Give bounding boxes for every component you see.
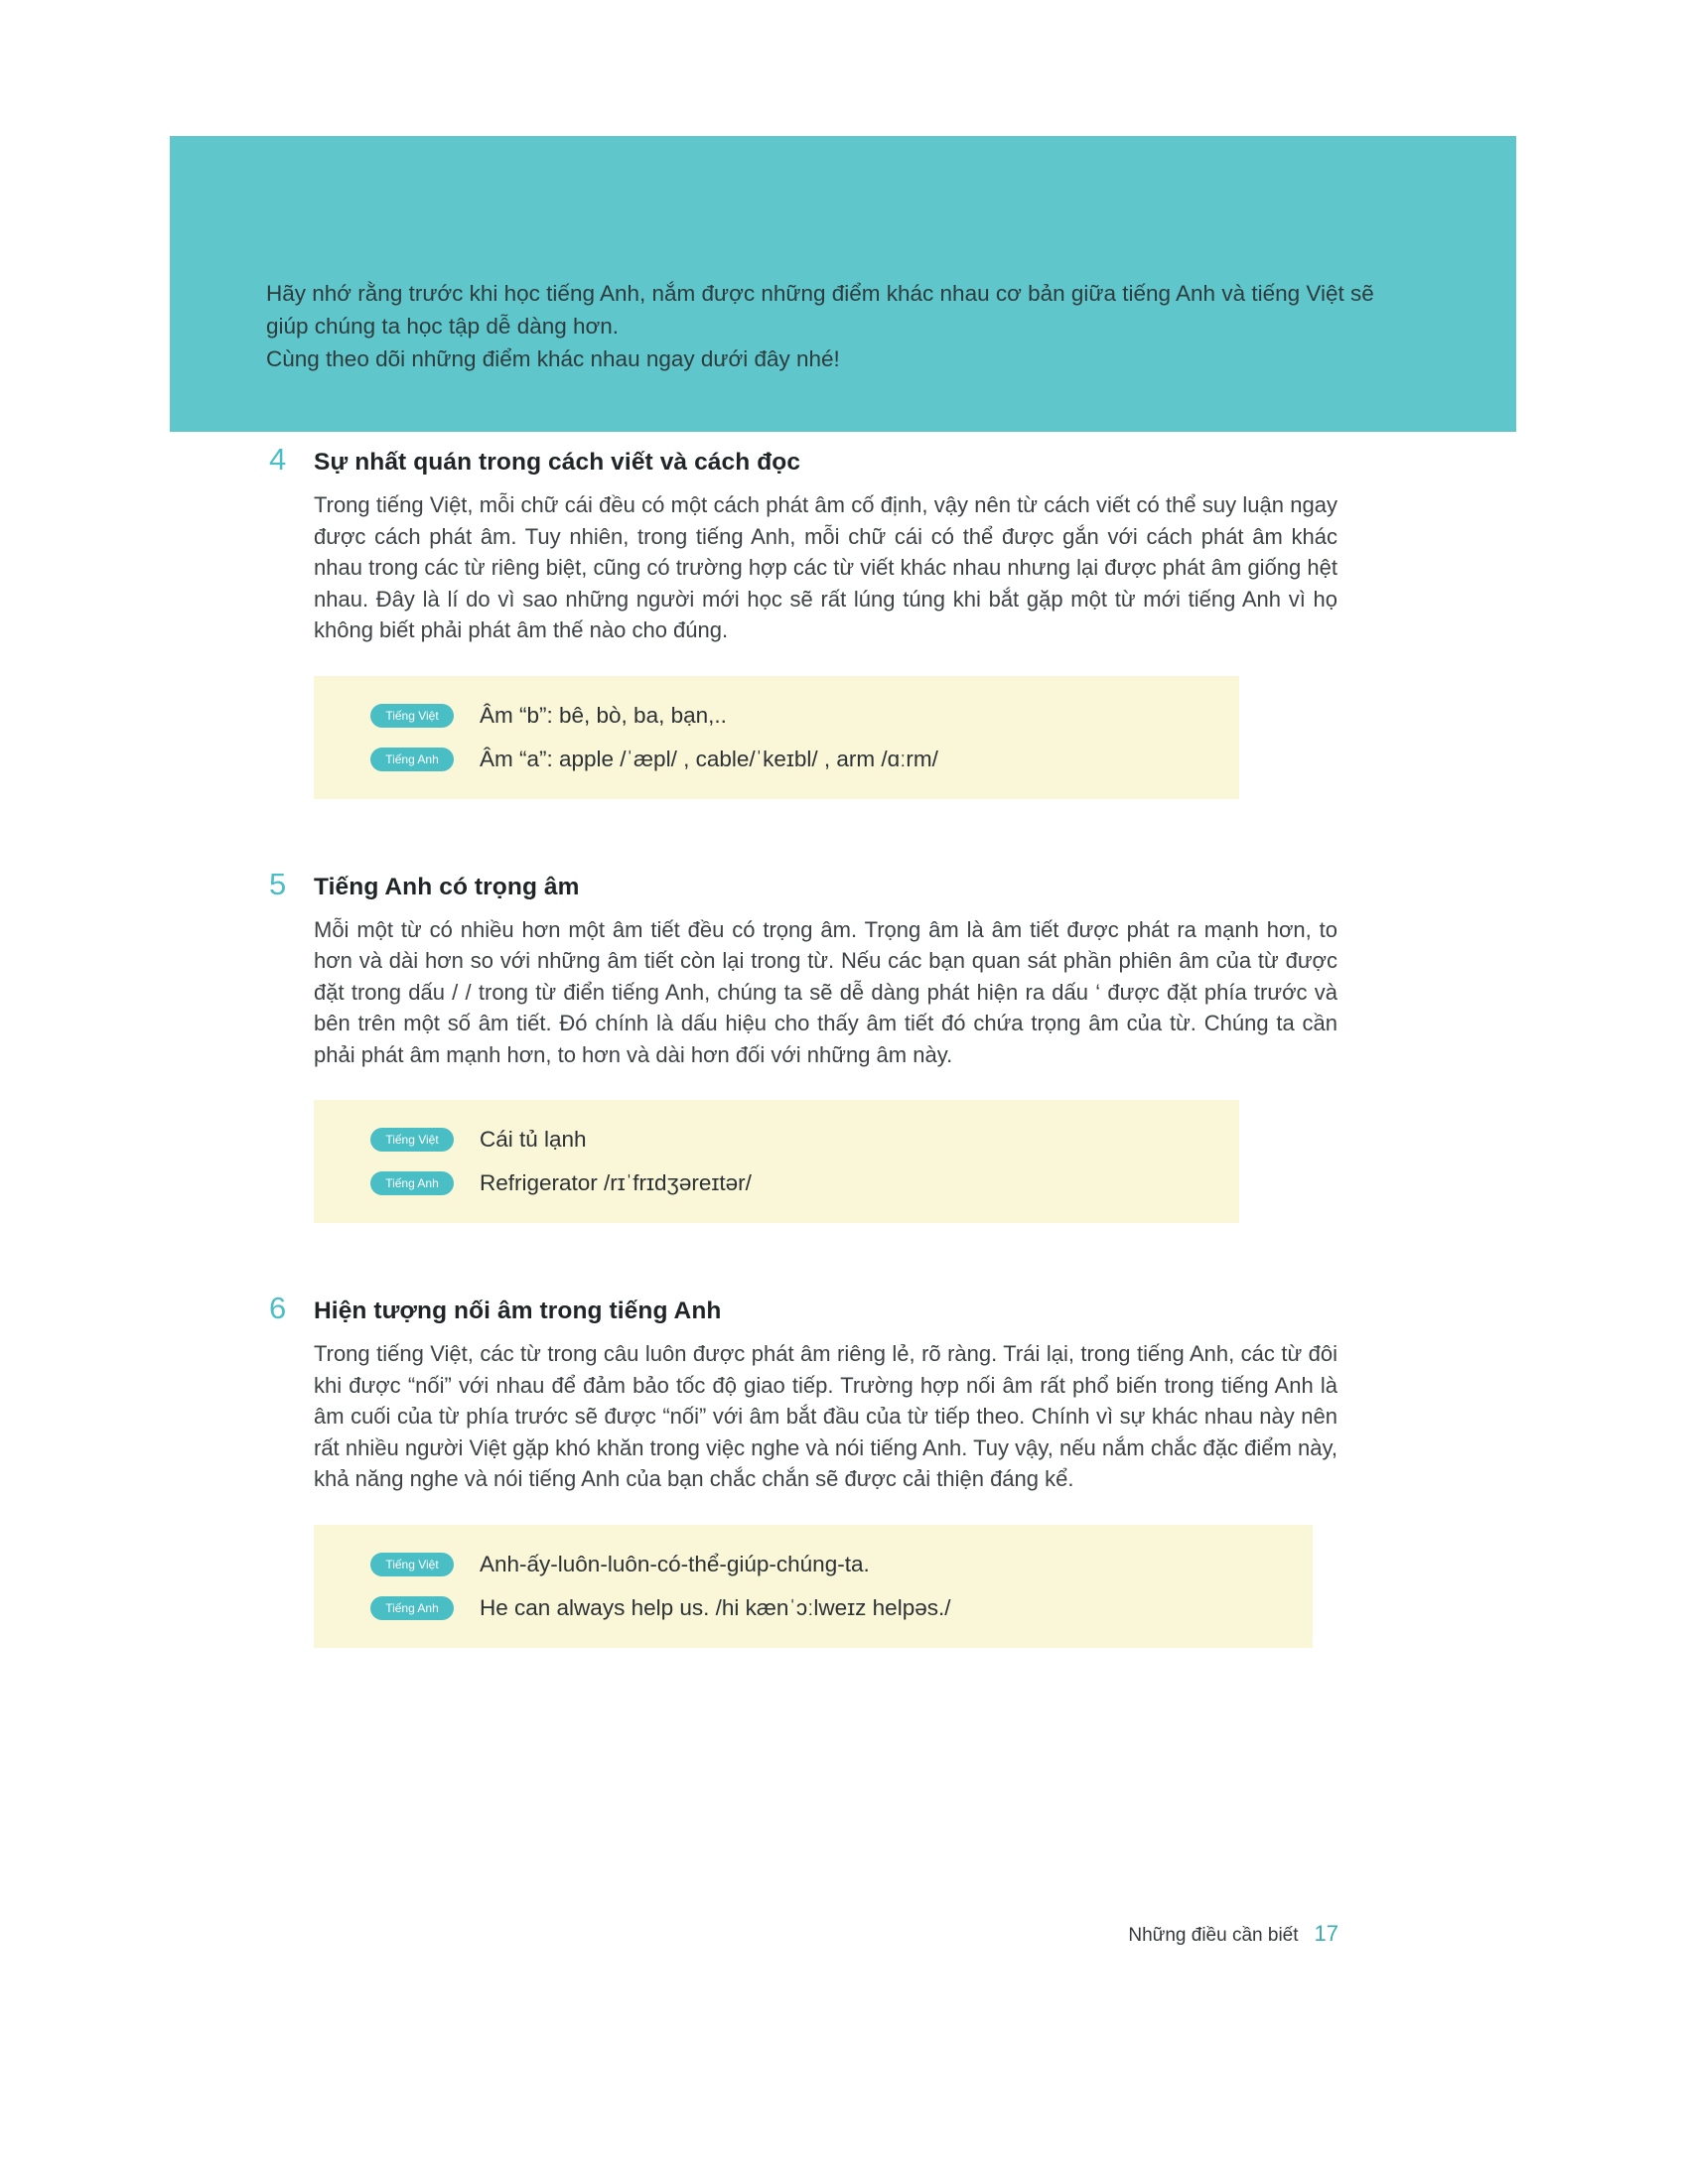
footer-chapter-label: Những điều cần biết: [1128, 1925, 1299, 1946]
section-4-title: Sự nhất quán trong cách viết và cách đọc: [314, 449, 801, 476]
example-row-vietnamese: [370, 1118, 1219, 1161]
example-text-english: Âm “a”: apple /ˈæpl/ , cable/ˈkeɪbl/ , arm /ɑːrm/: [480, 746, 938, 771]
section-5: [269, 867, 1337, 1224]
example-row-vietnamese: [370, 1543, 1293, 1586]
section-4-body: Trong tiếng Việt, mỗi chữ cái đều có một cách phát âm cố định, vậy nên từ cách viết có thể suy luận ngay được cách phát âm. Tuy nhiên, trong tiếng Anh, mỗi chữ cái có thể được gắn với cách phát âm khác nhau trong các từ riêng biệt, cũng có trường hợp các từ viết khác nhau nhưng lại được phát âm giống hệt nhau. Đây là lí do vì sao những người mới học sẽ rất lúng túng khi bắt gặp một từ mới tiếng Anh vì họ không biết phải phát âm thế nào cho đúng.: [314, 492, 1337, 642]
section-6-title: Hiện tượng nối âm trong tiếng Anh: [314, 1297, 722, 1324]
section-5-header: [269, 867, 1337, 902]
section-4-number: 4: [269, 442, 287, 477]
section-6-header: [269, 1291, 1337, 1326]
section-4-header: [269, 442, 1337, 478]
section-6-example-box: [314, 1525, 1313, 1648]
section-5-example-box: [314, 1100, 1239, 1223]
intro-line2: Cùng theo dõi những điểm khác nhau ngay dưới đây nhé!: [266, 346, 840, 371]
intro-paragraph: Hãy nhớ rằng trước khi học tiếng Anh, nắm được những điểm khác nhau cơ bản giữa tiếng Anh và tiếng Việt sẽ giúp chúng ta học tập dễ dàng hơn.: [266, 281, 1374, 339]
badge-tieng-viet: Tiếng Việt: [370, 1553, 454, 1576]
example-text-vietnamese: Âm “b”: bê, bò, ba, bạn,..: [480, 702, 727, 728]
example-text-vietnamese: Cái tủ lạnh: [480, 1127, 587, 1152]
footer-page-number: 17: [1314, 1921, 1338, 1946]
section-6-body: Trong tiếng Việt, các từ trong câu luôn được phát âm riêng lẻ, rõ ràng. Trái lại, trong tiếng Anh, các từ đôi khi được “nối” với nhau để đảm bảo tốc độ giao tiếp. Trường hợp nối âm rất phổ biến trong tiếng Anh là âm cuối của từ phía trước sẽ được “nối” với âm bắt đầu của từ tiếp theo. Chính vì sự khác nhau này nên rất nhiều người Việt gặp khó khăn trong việc nghe và nói tiếng Anh. Tuy vậy, nếu nắm chắc đặc điểm này, khả năng nghe và nói tiếng Anh của bạn chắc chắn sẽ được cải thiện đáng kể.: [314, 1341, 1337, 1491]
page-footer: [1128, 1921, 1338, 1947]
example-text-english: He can always help us. /hi kænˈɔːlweɪz helpəs./: [480, 1594, 951, 1620]
badge-tieng-viet: Tiếng Việt: [370, 704, 454, 728]
badge-tieng-viet: Tiếng Việt: [370, 1128, 454, 1152]
badge-tieng-anh: Tiếng Anh: [370, 1171, 454, 1195]
example-row-english: [370, 738, 1219, 781]
section-6: [269, 1291, 1337, 1648]
example-row-english: [370, 1586, 1293, 1630]
badge-tieng-anh: Tiếng Anh: [370, 748, 454, 771]
section-5-title: Tiếng Anh có trọng âm: [314, 873, 580, 900]
intro-banner: [170, 136, 1516, 432]
section-4: [269, 442, 1337, 799]
example-text-vietnamese: Anh-ấy-luôn-luôn-có-thể-giúp-chúng-ta.: [480, 1551, 870, 1576]
section-6-number: 6: [269, 1291, 287, 1325]
main-content: [269, 442, 1337, 1715]
section-4-example-box: [314, 676, 1239, 799]
section-5-body: Mỗi một từ có nhiều hơn một âm tiết đều có trọng âm. Trọng âm là âm tiết được phát ra mạnh hơn, to hơn và dài hơn so với những âm tiết còn lại trong từ. Nếu các bạn quan sát phần phiên âm của từ được đặt trong dấu / / trong từ điển tiếng Anh, chúng ta sẽ dễ dàng phát hiện ra dấu ‘ được đặt phía trước và bên trên một số âm tiết. Đó chính là dấu hiệu cho thấy âm tiết đó chứa trọng âm của từ. Chúng ta cần phải phát âm mạnh hơn, to hơn và dài hơn đối với những âm này.: [314, 916, 1337, 1067]
example-row-vietnamese: [370, 694, 1219, 738]
example-text-english: Refrigerator /rɪˈfrɪdʒəreɪtər/: [480, 1170, 752, 1195]
example-row-english: [370, 1161, 1219, 1205]
badge-tieng-anh: Tiếng Anh: [370, 1596, 454, 1620]
section-5-number: 5: [269, 866, 287, 901]
